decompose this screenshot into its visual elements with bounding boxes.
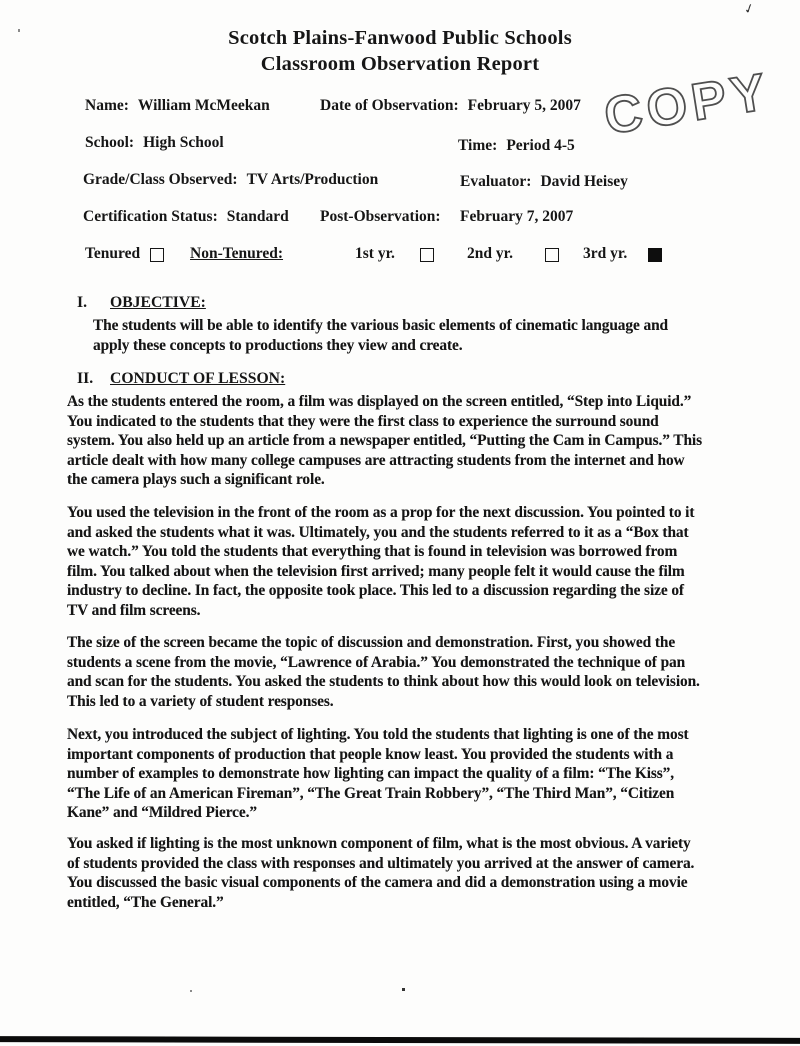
field-school-value: High School xyxy=(143,134,224,151)
conduct-paragraph-3: The size of the screen became the topic of discussion and demonstration. First, you showed the students a scene from the movie, “Lawrence of Arabia.” You demonstrated the technique of pan and scan for the students. You asked the students to think about how this would look on television. This led to a variety of student responses. xyxy=(67,634,700,710)
year1-checkbox xyxy=(420,248,434,262)
year3-label: 3rd yr. xyxy=(583,245,628,262)
field-cert-value: Standard xyxy=(226,208,289,225)
section-conduct-heading xyxy=(77,370,285,388)
section-objective-title: OBJECTIVE: xyxy=(110,294,206,311)
field-time xyxy=(458,137,575,155)
field-school xyxy=(85,134,224,152)
field-grade-class xyxy=(83,171,378,189)
field-evaluator-label: Evaluator: xyxy=(460,173,532,190)
section-objective-numeral: I. xyxy=(77,294,88,311)
scan-speck xyxy=(18,29,20,32)
year3-checkbox xyxy=(648,248,662,262)
field-date-of-observation xyxy=(320,97,581,115)
field-grade-value: TV Arts/Production xyxy=(246,171,379,188)
scan-speck-checkmark: ✓ xyxy=(741,0,757,19)
scan-edge-bar xyxy=(0,1036,800,1044)
year1-label: 1st yr. xyxy=(355,245,395,262)
copy-stamp-text: COPY xyxy=(600,62,775,146)
field-name xyxy=(85,97,270,115)
field-post-observation-value xyxy=(460,208,573,226)
field-time-value: Period 4-5 xyxy=(506,137,575,154)
section-objective-heading xyxy=(77,294,206,312)
scan-speck xyxy=(190,990,192,992)
conduct-paragraph-1: As the students entered the room, a film was displayed on the screen entitled, “Step into Liquid.” You indicated to the students that they were the first class to experience the surround sound system. You also held up an article from a newspaper entitled, “Putting the Cam in Campus.” This article dealt with how many college campuses are attracting students from the internet and how the camera plays such a significant role. xyxy=(67,393,703,489)
field-date-label: Date of Observation: xyxy=(320,97,459,114)
document-title: Scotch Plains-Fanwood Public Schools xyxy=(228,27,572,49)
tenured-checkbox xyxy=(150,248,164,262)
section-conduct-numeral: II. xyxy=(77,370,94,387)
field-certification-status xyxy=(83,208,289,226)
year2-checkbox xyxy=(545,248,559,262)
section-conduct-title: CONDUCT OF LESSON: xyxy=(110,370,286,387)
conduct-paragraph-5: You asked if lighting is the most unknown component of film, what is the most obvious. A variety of students provided the class with responses and ultimately you arrived at the answer of camera. You discussed the basic visual components of the camera and did a demonstration using a movie entitled, “The General.” xyxy=(67,835,695,911)
document-subtitle: Classroom Observation Report xyxy=(260,53,540,75)
scan-speck xyxy=(402,988,405,991)
field-time-label: Time: xyxy=(458,137,498,154)
copy-stamp-icon xyxy=(595,48,795,148)
non-tenured-label: Non-Tenured: xyxy=(190,245,284,262)
field-date-value: February 5, 2007 xyxy=(467,97,581,114)
field-post-label: Post-Observation: xyxy=(320,208,441,225)
field-name-label: Name: xyxy=(85,97,129,114)
tenured-label: Tenured xyxy=(85,245,141,262)
field-evaluator-value: David Heisey xyxy=(540,173,628,190)
year2-label: 2nd yr. xyxy=(467,245,513,262)
conduct-paragraph-4: Next, you introduced the subject of lighting. You told the students that lighting is one of the most important components of production that people know least. You provided the students with a number of examples to demonstrate how lighting can impact the quality of a film: “The Kiss”, “The Life of an American Fireman”, “The Great Train Robbery”, “The Third Man”, “Citizen Kane” and “Mildred Pierce.” xyxy=(67,726,689,822)
field-post-value: February 7, 2007 xyxy=(460,208,574,225)
field-post-observation-label xyxy=(320,208,441,226)
field-school-label: School: xyxy=(85,134,135,151)
field-evaluator xyxy=(460,173,628,191)
conduct-paragraph-2: You used the television in the front of the room as a prop for the next discussion. You pointed to it and asked the students what it was. Ultimately, you and the students referred to it as a “Box that we watch.” You told the students that everything that is found in television was borrowed from film. You talked about when the television first arrived; many people felt it would cause the film industry to decline. In fact, the opposite took place. This led to a discussion regarding the size of TV and film screens. xyxy=(67,504,695,619)
objective-body: The students will be able to identify the various basic elements of cinematic language and apply these concepts to productions they view and create. xyxy=(93,317,668,354)
field-grade-label: Grade/Class Observed: xyxy=(83,171,238,188)
field-name-value: William McMeekan xyxy=(137,97,270,114)
field-cert-label: Certification Status: xyxy=(83,208,218,225)
